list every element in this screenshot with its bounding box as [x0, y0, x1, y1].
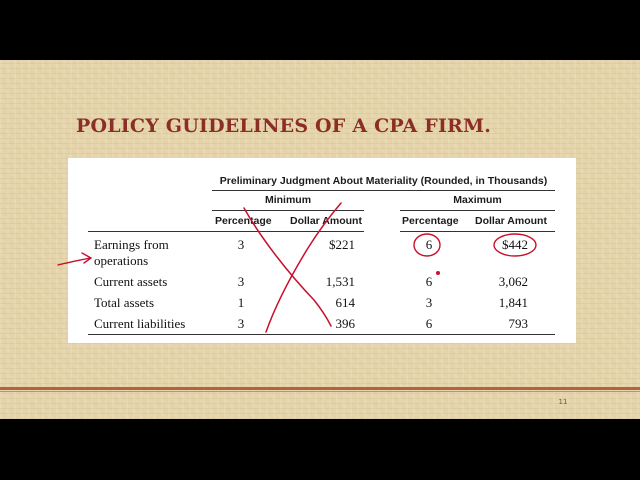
row-label-earnings-line2: operations	[94, 253, 149, 268]
col-header-min-percentage: Percentage	[215, 215, 272, 227]
cell-total-assets-min-pct: 1	[237, 295, 245, 310]
page-number: 11	[558, 398, 568, 406]
cell-current-assets-max-pct: 6	[425, 274, 433, 289]
letterbox-bottom	[0, 419, 640, 480]
cell-total-assets-max-amt: 1,841	[498, 295, 528, 310]
row-label-current-liabilities: Current liabilities	[94, 316, 186, 331]
row-label-total-assets: Total assets	[94, 295, 155, 310]
cell-current-liabilities-max-pct: 6	[425, 316, 433, 331]
cell-current-liabilities-min-pct: 3	[237, 316, 245, 331]
table-super-header: Preliminary Judgment About Materiality (Rounded, in Thousands)	[219, 175, 548, 187]
letterbox-top	[0, 0, 640, 60]
footer-rule-thin	[0, 391, 640, 392]
cell-total-assets-min-amt: 614	[335, 295, 355, 310]
group-header-minimum: Minimum	[264, 194, 312, 206]
column-header-rule-right	[400, 231, 555, 232]
cell-current-assets-min-amt: 1,531	[325, 274, 355, 289]
col-header-max-dollar: Dollar Amount	[475, 215, 547, 227]
slide	[0, 60, 640, 419]
table-bottom-rule	[88, 334, 555, 335]
cell-earnings-min-pct: 3	[237, 237, 245, 252]
super-header-rule	[212, 190, 555, 191]
cell-current-assets-min-pct: 3	[237, 274, 245, 289]
cell-earnings-max-amt: $442	[502, 237, 528, 252]
footer-rule	[0, 387, 640, 390]
group-rule-maximum	[400, 210, 555, 211]
group-rule-minimum	[212, 210, 364, 211]
slide-title: POLICY GUIDELINES OF A CPA FIRM.	[76, 115, 492, 137]
cell-earnings-max-pct: 6	[425, 237, 433, 252]
group-header-maximum: Maximum	[453, 194, 502, 206]
column-header-rule-left	[88, 231, 364, 232]
cell-earnings-min-amt: $221	[329, 237, 355, 252]
materiality-table	[68, 158, 576, 343]
row-label-earnings: Earnings from	[94, 237, 169, 252]
cell-current-liabilities-max-amt: 793	[508, 316, 528, 331]
cell-current-liabilities-min-amt: 396	[335, 316, 355, 331]
cell-current-assets-max-amt: 3,062	[498, 274, 528, 289]
cell-total-assets-max-pct: 3	[425, 295, 433, 310]
col-header-max-percentage: Percentage	[402, 215, 459, 227]
row-label-current-assets: Current assets	[94, 274, 168, 289]
col-header-min-dollar: Dollar Amount	[290, 215, 362, 227]
